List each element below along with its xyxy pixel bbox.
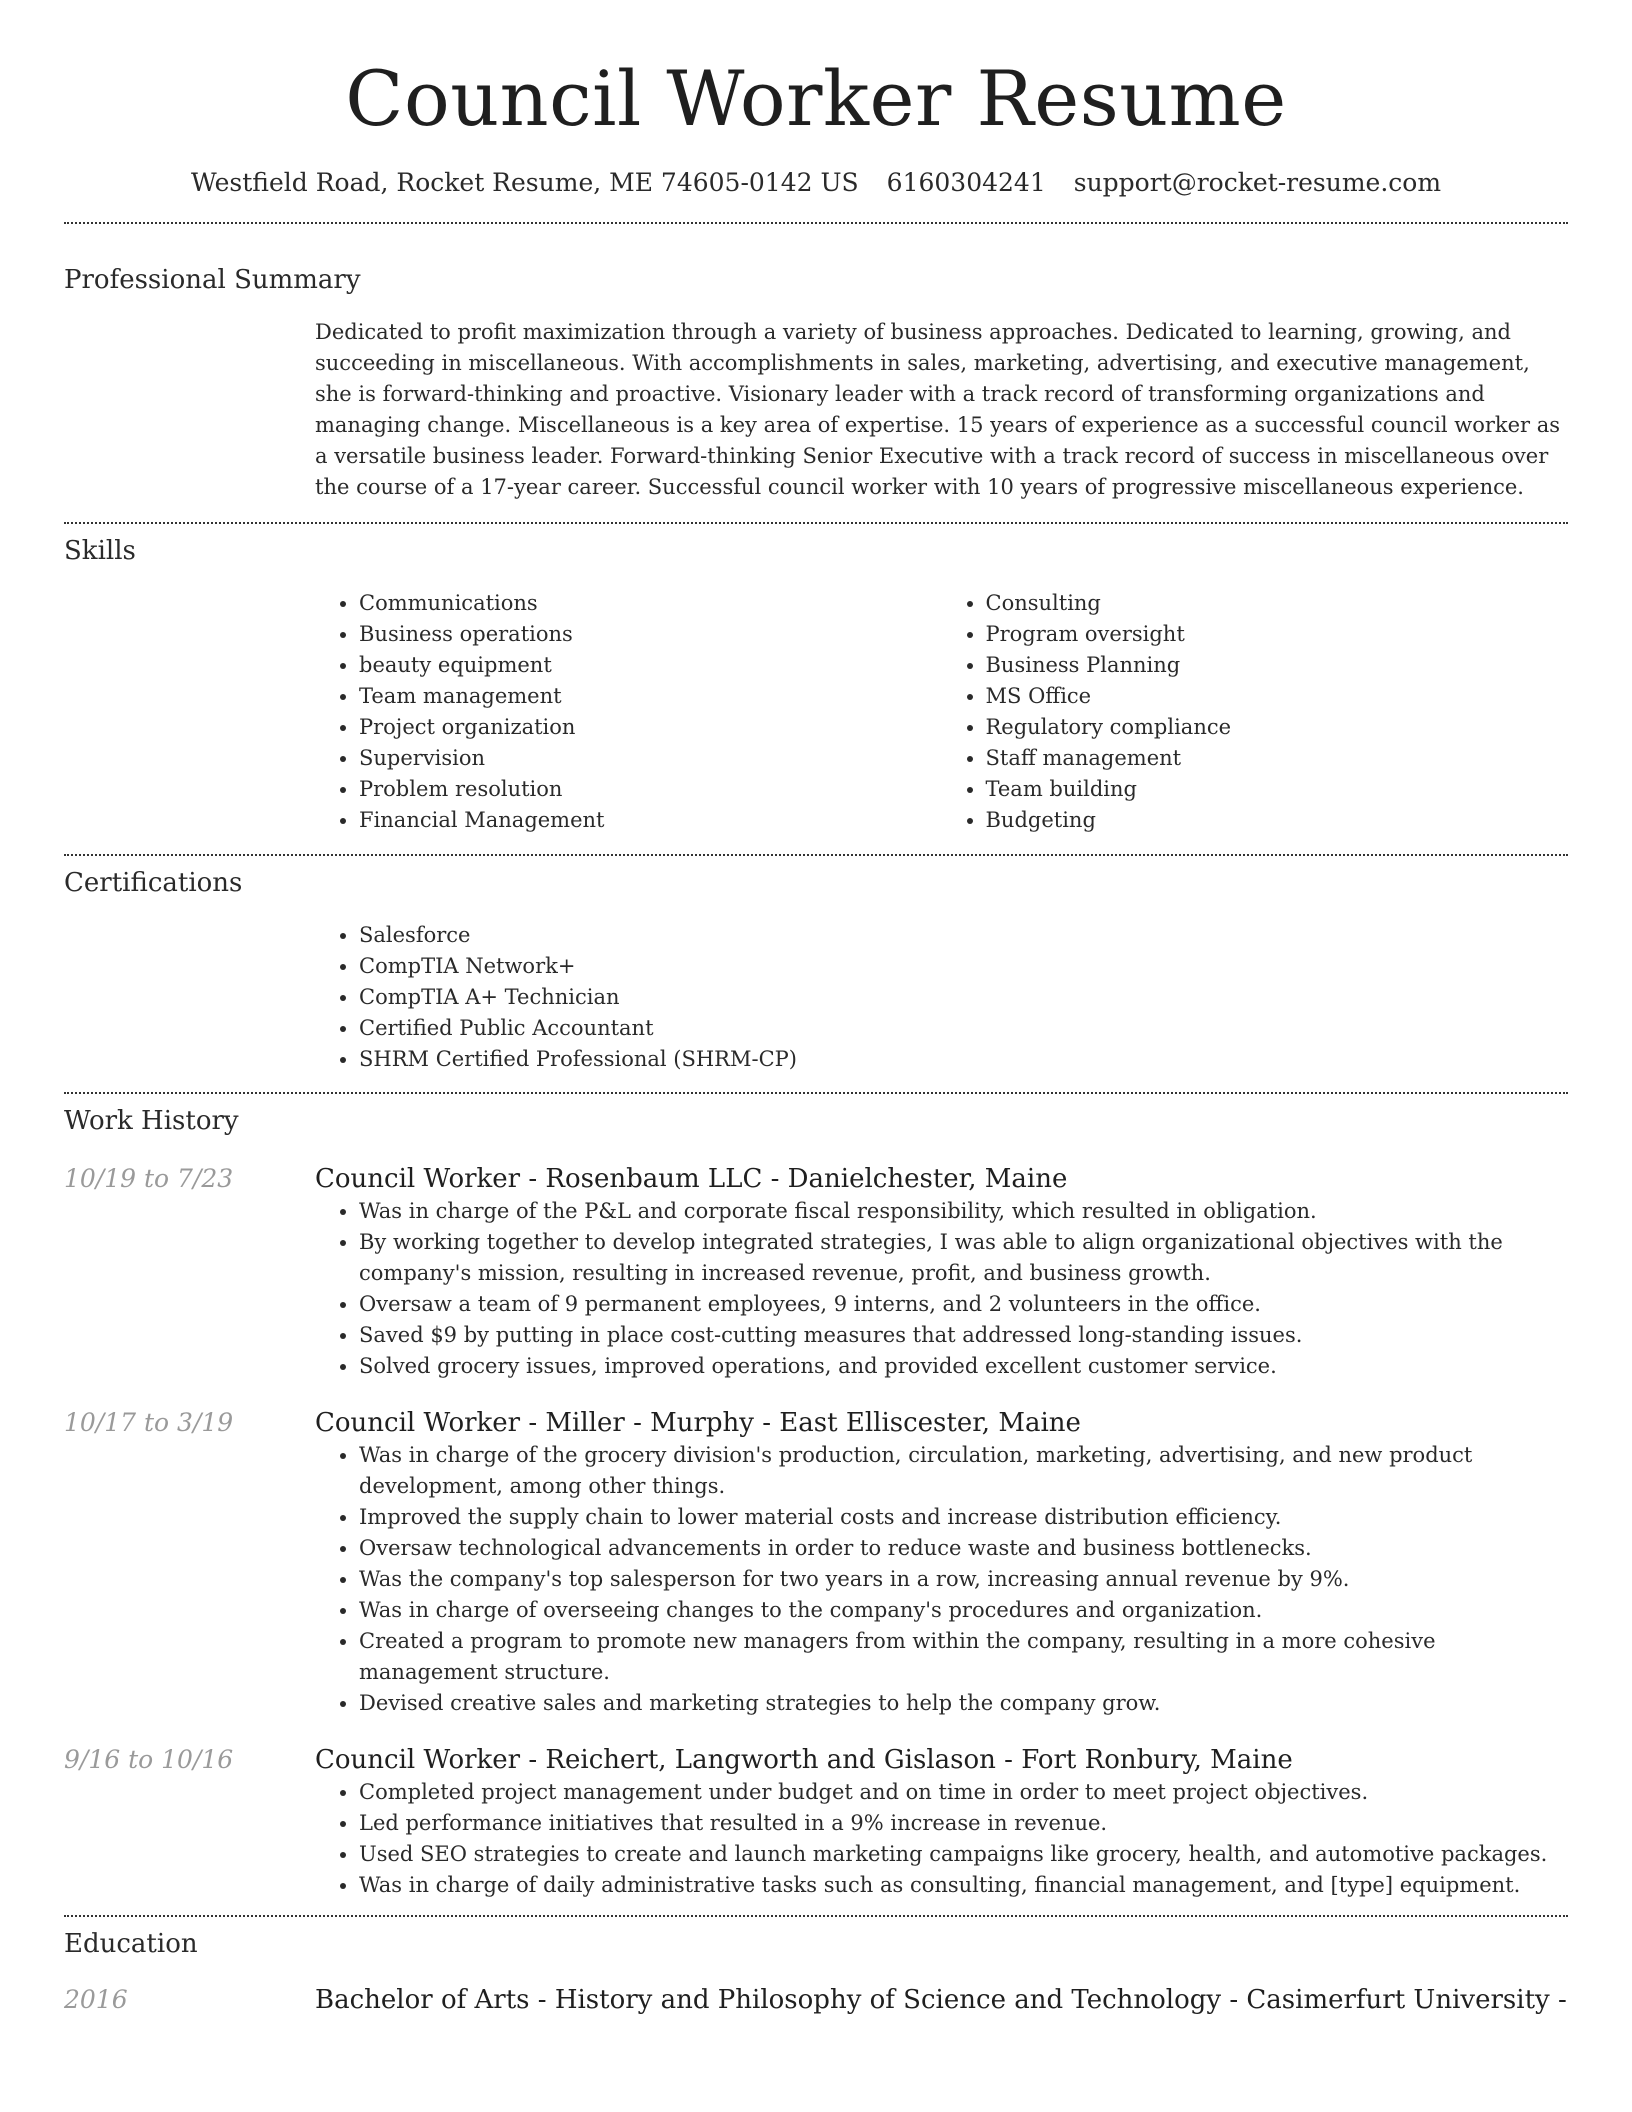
resume-page (64, 0, 1568, 2017)
job-heading: Council Worker - Rosenbaum LLC - Danielchester, Maine (315, 1164, 1068, 1194)
skills-list-left (315, 588, 942, 836)
job-dates: 10/19 to 7/23 (64, 1164, 234, 1193)
job-bullets (315, 1777, 1568, 1901)
job-bullet: • Created a program to promote new managers from within the company, resulting in a more cohesive management structure. (359, 1626, 1568, 1688)
summary-text: Dedicated to profit maximization through a variety of business approaches. Dedicated to learning, growing, and succeeding in miscellaneous. With accomplishments in sales, marketing, advertising, and executive management, she is forward-thinking and proactive. Visionary leader with a track record of transforming organizations and managing change. Miscellaneous is a key area of expertise. 15 years of experience as a successful council worker as a versatile business leader. Forward-thinking Senior Executive with a track record of success in miscellaneous over the course of a 17-year career. Successful council worker with 10 years of progressive miscellaneous experience. (315, 320, 1561, 499)
job-bullet: • Completed project management under budget and on time in order to meet project objectives. (359, 1777, 1568, 1808)
skill-item: • Business Planning (986, 650, 1569, 681)
job-bullets (315, 1196, 1568, 1382)
certification-item: • CompTIA A+ Technician (359, 982, 1568, 1013)
certification-item: • Certified Public Accountant (359, 1013, 1568, 1044)
skill-item: • Business operations (359, 619, 942, 650)
education-heading-line: Bachelor of Arts - History and Philosophy of Science and Technology - Casimerfurt University - (315, 1985, 1567, 2015)
contact-line (64, 166, 1568, 200)
job-bullet: • Was in charge of overseeing changes to the company's procedures and organization. (359, 1595, 1568, 1626)
skill-item: • MS Office (986, 681, 1569, 712)
skills-section (64, 524, 1568, 836)
job-bullet: • Was the company's top salesperson for two years in a row, increasing annual revenue by 9%. (359, 1564, 1568, 1595)
skill-item: • Financial Management (359, 805, 942, 836)
job-entry (64, 1406, 1568, 1719)
skills-heading: Skills (64, 536, 136, 566)
job-heading: Council Worker - Reichert, Langworth and Gislason - Fort Ronbury, Maine (315, 1745, 1293, 1775)
job-dates: 10/17 to 3/19 (64, 1408, 234, 1437)
job-bullet: • Was in charge of daily administrative tasks such as consulting, financial management, and [type] equipment. (359, 1870, 1568, 1901)
job-bullet: • Led performance initiatives that resulted in a 9% increase in revenue. (359, 1808, 1568, 1839)
work-history-heading: Work History (64, 1106, 239, 1136)
education-section (64, 1917, 1568, 2017)
job-dates: 9/16 to 10/16 (64, 1745, 234, 1774)
education-entry (64, 1983, 1568, 2017)
skill-item: • Problem resolution (359, 774, 942, 805)
job-heading: Council Worker - Miller - Murphy - East Elliscester, Maine (315, 1408, 1081, 1438)
skills-grid (315, 588, 1568, 836)
contact-address: Westfield Road, Rocket Resume, ME 74605-0142 US (190, 168, 859, 197)
skill-item: • Supervision (359, 743, 942, 774)
job-bullet: • Oversaw technological advancements in order to reduce waste and business bottlenecks. (359, 1533, 1568, 1564)
job-bullet: • Improved the supply chain to lower material costs and increase distribution efficiency. (359, 1502, 1568, 1533)
job-bullet: • By working together to develop integrated strategies, I was able to align organizational objectives with the company's mission, resulting in increased revenue, profit, and business growth. (359, 1227, 1568, 1289)
job-bullets (315, 1440, 1568, 1719)
certification-item: • Salesforce (359, 920, 1568, 951)
contact-email[interactable]: support@rocket-resume.com (1073, 168, 1442, 197)
job-entry (64, 1162, 1568, 1382)
skill-item: • Staff management (986, 743, 1569, 774)
job-bullet: • Solved grocery issues, improved operations, and provided excellent customer service. (359, 1351, 1568, 1382)
skill-item: • Budgeting (986, 805, 1569, 836)
job-bullet: • Devised creative sales and marketing strategies to help the company grow. (359, 1688, 1568, 1719)
job-entry (64, 1743, 1568, 1901)
skill-item: • Project organization (359, 712, 942, 743)
skill-item: • Communications (359, 588, 942, 619)
skill-item: • Team building (986, 774, 1569, 805)
skills-list-right (942, 588, 1569, 836)
certification-item: • CompTIA Network+ (359, 951, 1568, 982)
work-history-section (64, 1094, 1568, 1901)
summary-section (64, 224, 1568, 503)
certifications-list (315, 920, 1568, 1075)
education-heading: Education (64, 1929, 198, 1959)
job-bullet: • Oversaw a team of 9 permanent employees, 9 interns, and 2 volunteers in the office. (359, 1289, 1568, 1320)
skill-item: • beauty equipment (359, 650, 942, 681)
skill-item: • Consulting (986, 588, 1569, 619)
summary-heading: Professional Summary (64, 265, 361, 295)
skill-item: • Team management (359, 681, 942, 712)
certifications-section (64, 856, 1568, 1075)
contact-phone: 6160304241 (886, 168, 1046, 197)
education-date: 2016 (64, 1985, 128, 2014)
job-bullet: • Was in charge of the P&L and corporate fiscal responsibility, which resulted in obligation. (359, 1196, 1568, 1227)
certification-item: • SHRM Certified Professional (SHRM-CP) (359, 1044, 1568, 1075)
job-bullet: • Saved $9 by putting in place cost-cutting measures that addressed long-standing issues. (359, 1320, 1568, 1351)
job-bullet: • Used SEO strategies to create and launch marketing campaigns like grocery, health, and automotive packages. (359, 1839, 1568, 1870)
certifications-heading: Certifications (64, 868, 243, 898)
resume-title: Council Worker Resume (345, 54, 1287, 143)
job-bullet: • Was in charge of the grocery division's production, circulation, marketing, advertising, and new product development, among other things. (359, 1440, 1568, 1502)
skill-item: • Program oversight (986, 619, 1569, 650)
skill-item: • Regulatory compliance (986, 712, 1569, 743)
